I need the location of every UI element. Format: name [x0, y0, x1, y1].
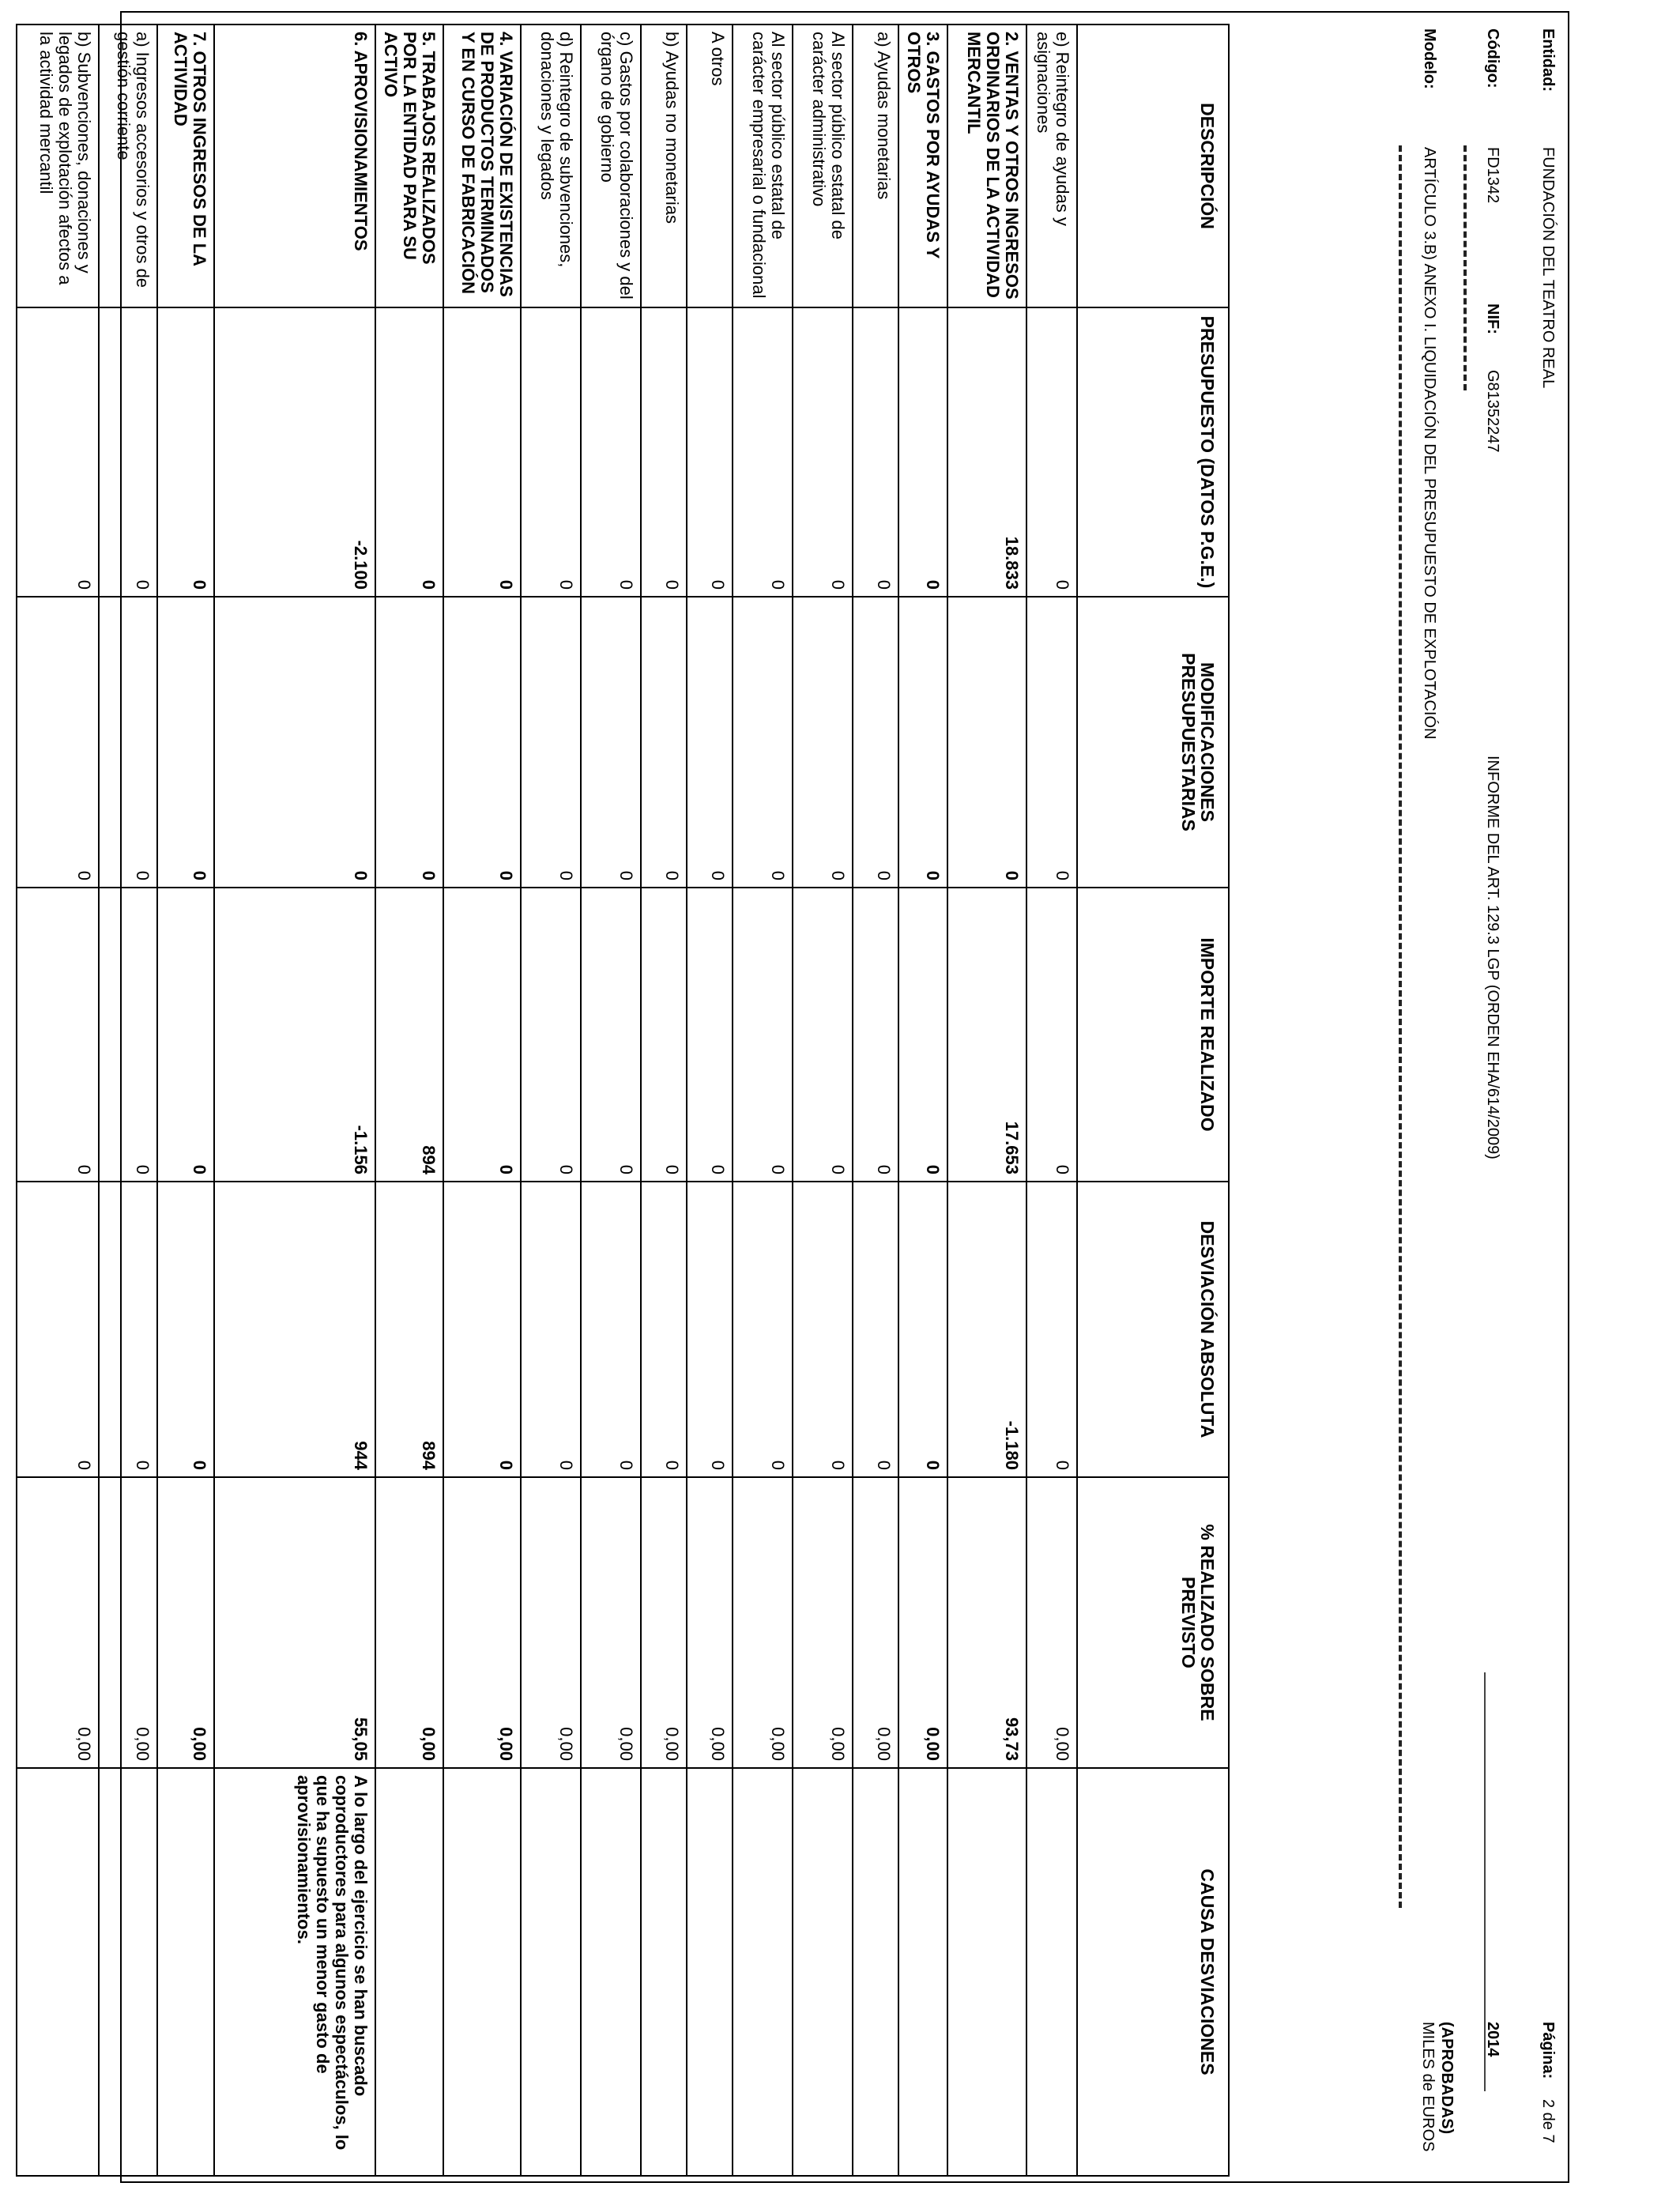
- col-header: % REALIZADO SOBRE PREVISTO: [1077, 1477, 1229, 1768]
- causa-cell: A lo largo del ejercicio se han buscado coproductores para algunos espectáculos, lo que ha supuesto un menor gasto de aprovisionamientos.: [214, 1768, 375, 2176]
- modificaciones-cell: 0: [375, 597, 443, 888]
- porcentaje-cell: 93,73: [947, 1477, 1026, 1768]
- description-cell: 2. VENTAS Y OTROS INGRESOS ORDINARIOS DE LA ACTIVIDAD MERCANTIL: [947, 25, 1026, 307]
- table-row: [99, 25, 157, 2176]
- desviacion-cell: 0: [157, 1182, 214, 1477]
- table-row: [157, 25, 214, 2176]
- col-header: IMPORTE REALIZADO: [1077, 888, 1229, 1182]
- presupuesto-cell: 0: [375, 307, 443, 597]
- porcentaje-cell: 0,00: [157, 1477, 214, 1768]
- modificaciones-cell: 0: [898, 597, 947, 888]
- causa-cell: [443, 1768, 521, 2176]
- presupuesto-cell: 0: [641, 307, 687, 597]
- causa-cell: [641, 1768, 687, 2176]
- desviacion-cell: 0: [853, 1182, 898, 1477]
- porcentaje-cell: 0,00: [521, 1477, 581, 1768]
- importe-cell: 0: [793, 888, 853, 1182]
- table-row: [733, 25, 793, 2176]
- modificaciones-cell: 0: [17, 597, 99, 888]
- modificaciones-cell: 0: [443, 597, 521, 888]
- description-cell: Al sector público estatal de carácter administrativo: [793, 25, 853, 307]
- desviacion-cell: 0: [641, 1182, 687, 1477]
- importe-cell: 17.653: [947, 888, 1026, 1182]
- importe-cell: 894: [375, 888, 443, 1182]
- pagina-label: Página:: [1539, 2022, 1557, 2079]
- table-row: [17, 25, 99, 2176]
- description-cell: d) Reintegro de subvenciones, donaciones y legados: [521, 25, 581, 307]
- porcentaje-cell: 0,00: [898, 1477, 947, 1768]
- porcentaje-cell: 0,00: [1026, 1477, 1077, 1768]
- porcentaje-cell: 0,00: [793, 1477, 853, 1768]
- modificaciones-cell: 0: [214, 597, 375, 888]
- importe-cell: 0: [521, 888, 581, 1182]
- presupuesto-cell: 0: [1026, 307, 1077, 597]
- dash-line: [1463, 145, 1467, 390]
- presupuesto-cell: 0: [898, 307, 947, 597]
- desviacion-cell: 0: [687, 1182, 733, 1477]
- porcentaje-cell: 0,00: [853, 1477, 898, 1768]
- causa-cell: [687, 1768, 733, 2176]
- description-cell: 4. VARIACIÓN DE EXISTENCIAS DE PRODUCTOS TERMINADOS Y EN CURSO DE FABRICACIÓN: [443, 25, 521, 307]
- table-header-row: [1077, 25, 1229, 2176]
- modificaciones-cell: 0: [641, 597, 687, 888]
- porcentaje-cell: 0,00: [443, 1477, 521, 1768]
- importe-cell: 0: [99, 888, 157, 1182]
- importe-cell: 0: [157, 888, 214, 1182]
- table-row: [581, 25, 641, 2176]
- importe-cell: 0: [17, 888, 99, 1182]
- desviacion-cell: 0: [898, 1182, 947, 1477]
- importe-cell: 0: [898, 888, 947, 1182]
- modificaciones-cell: 0: [521, 597, 581, 888]
- description-cell: a) Ayudas monetarias: [853, 25, 898, 307]
- col-header: CAUSA DESVIACIONES: [1077, 1768, 1229, 2176]
- importe-cell: 0: [581, 888, 641, 1182]
- desviacion-cell: 0: [733, 1182, 793, 1477]
- desviacion-cell: 0: [443, 1182, 521, 1477]
- desviacion-cell: 894: [375, 1182, 443, 1477]
- description-cell: 7. OTROS INGRESOS DE LA ACTIVIDAD: [157, 25, 214, 307]
- causa-cell: [853, 1768, 898, 2176]
- budget-table: [16, 24, 1230, 2177]
- presupuesto-cell: 0: [99, 307, 157, 597]
- causa-cell: [99, 1768, 157, 2176]
- report-year: 2014: [1484, 2022, 1501, 2057]
- modificaciones-cell: 0: [1026, 597, 1077, 888]
- description-cell: A otros: [687, 25, 733, 307]
- entidad-value: FUNDACIÓN DEL TEATRO REAL: [1539, 147, 1557, 389]
- porcentaje-cell: 0,00: [733, 1477, 793, 1768]
- porcentaje-cell: 0,00: [641, 1477, 687, 1768]
- col-header: DESCRIPCIÓN: [1077, 25, 1229, 307]
- col-header: MODIFICACIONES PRESUPUESTARIAS: [1077, 597, 1229, 888]
- causa-cell: [1026, 1768, 1077, 2176]
- modificaciones-cell: 0: [581, 597, 641, 888]
- modificaciones-cell: 0: [853, 597, 898, 888]
- table-row: [853, 25, 898, 2176]
- desviacion-cell: 0: [521, 1182, 581, 1477]
- codigo-value: FD1342: [1484, 147, 1501, 204]
- table-row: [375, 25, 443, 2176]
- modificaciones-cell: 0: [947, 597, 1026, 888]
- porcentaje-cell: 55,05: [214, 1477, 375, 1768]
- informe-title: INFORME DEL ART. 129.3 LGP (ORDEN EHA/614/2009): [1484, 756, 1501, 1159]
- causa-cell: [157, 1768, 214, 2176]
- causa-cell: [17, 1768, 99, 2176]
- entidad-label: Entidad:: [1539, 28, 1557, 92]
- presupuesto-cell: -2.100: [214, 307, 375, 597]
- desviacion-cell: 0: [581, 1182, 641, 1477]
- modificaciones-cell: 0: [733, 597, 793, 888]
- description-cell: c) Gastos por colaboraciones y del órgano de gobierno: [581, 25, 641, 307]
- table-body: [17, 25, 1077, 2176]
- presupuesto-cell: 0: [687, 307, 733, 597]
- description-cell: 3. GASTOS POR AYUDAS Y OTROS: [898, 25, 947, 307]
- porcentaje-cell: 0,00: [581, 1477, 641, 1768]
- porcentaje-cell: 0,00: [687, 1477, 733, 1768]
- porcentaje-cell: 0,00: [99, 1477, 157, 1768]
- dash-line: [1399, 145, 1402, 1908]
- description-cell: a) Ingresos accesorios y otros de gestión corriente: [99, 25, 157, 307]
- description-cell: b) Ayudas no monetarias: [641, 25, 687, 307]
- modificaciones-cell: 0: [99, 597, 157, 888]
- table-row: [898, 25, 947, 2176]
- table-row: [687, 25, 733, 2176]
- description-cell: 5. TRABAJOS REALIZADOS POR LA ENTIDAD PARA SU ACTIVO: [375, 25, 443, 307]
- nif-label: NIF:: [1484, 303, 1501, 334]
- presupuesto-cell: 0: [157, 307, 214, 597]
- presupuesto-cell: 18.833: [947, 307, 1026, 597]
- presupuesto-cell: 0: [17, 307, 99, 597]
- codigo-label: Código:: [1484, 28, 1501, 89]
- modelo-label: Modelo:: [1421, 28, 1438, 89]
- desviacion-cell: -1.180: [947, 1182, 1026, 1477]
- importe-cell: 0: [1026, 888, 1077, 1182]
- col-header: PRESUPUESTO (DATOS P.G.E.): [1077, 307, 1229, 597]
- importe-cell: -1.156: [214, 888, 375, 1182]
- table-row: [521, 25, 581, 2176]
- porcentaje-cell: 0,00: [17, 1477, 99, 1768]
- importe-cell: 0: [443, 888, 521, 1182]
- desviacion-cell: 0: [99, 1182, 157, 1477]
- modelo-value: ARTÍCULO 3.B) ANEXO I. LIQUIDACIÓN DEL PRESUPUESTO DE EXPLOTACIÓN: [1421, 147, 1438, 740]
- causa-cell: [521, 1768, 581, 2176]
- causa-cell: [733, 1768, 793, 2176]
- table-row: [641, 25, 687, 2176]
- causa-cell: [898, 1768, 947, 2176]
- table-row: [947, 25, 1026, 2176]
- table-row: [214, 25, 375, 2176]
- table-row: [793, 25, 853, 2176]
- presupuesto-cell: 0: [853, 307, 898, 597]
- presupuesto-cell: 0: [581, 307, 641, 597]
- presupuesto-cell: 0: [733, 307, 793, 597]
- table-row: [1026, 25, 1077, 2176]
- importe-cell: 0: [687, 888, 733, 1182]
- causa-cell: [947, 1768, 1026, 2176]
- description-cell: e) Reintegro de ayudas y asignaciones: [1026, 25, 1077, 307]
- modificaciones-cell: 0: [793, 597, 853, 888]
- description-cell: 6. APROVISIONAMIENTOS: [214, 25, 375, 307]
- importe-cell: 0: [641, 888, 687, 1182]
- unidades-label: MILES de EUROS: [1419, 2022, 1437, 2152]
- importe-cell: 0: [853, 888, 898, 1182]
- table-row: [443, 25, 521, 2176]
- presupuesto-cell: 0: [521, 307, 581, 597]
- presupuesto-cell: 0: [793, 307, 853, 597]
- pagina-value: 2 de 7: [1539, 2099, 1557, 2143]
- description-cell: Al sector público estatal de carácter empresarial o fundacional: [733, 25, 793, 307]
- description-cell: b) Subvenciones, donaciones y legados de explotación afectos a la actividad mercantil: [17, 25, 99, 307]
- causa-cell: [581, 1768, 641, 2176]
- desviacion-cell: 0: [17, 1182, 99, 1477]
- modificaciones-cell: 0: [687, 597, 733, 888]
- col-header: DESVIACIÓN ABSOLUTA: [1077, 1182, 1229, 1477]
- aprobadas-label: (APROBADAS): [1438, 2022, 1456, 2135]
- causa-cell: [793, 1768, 853, 2176]
- causa-cell: [375, 1768, 443, 2176]
- desviacion-cell: 0: [1026, 1182, 1077, 1477]
- presupuesto-cell: 0: [443, 307, 521, 597]
- modificaciones-cell: 0: [157, 597, 214, 888]
- importe-cell: 0: [733, 888, 793, 1182]
- desviacion-cell: 0: [793, 1182, 853, 1477]
- porcentaje-cell: 0,00: [375, 1477, 443, 1768]
- desviacion-cell: 944: [214, 1182, 375, 1477]
- nif-value: G81352247: [1484, 370, 1501, 453]
